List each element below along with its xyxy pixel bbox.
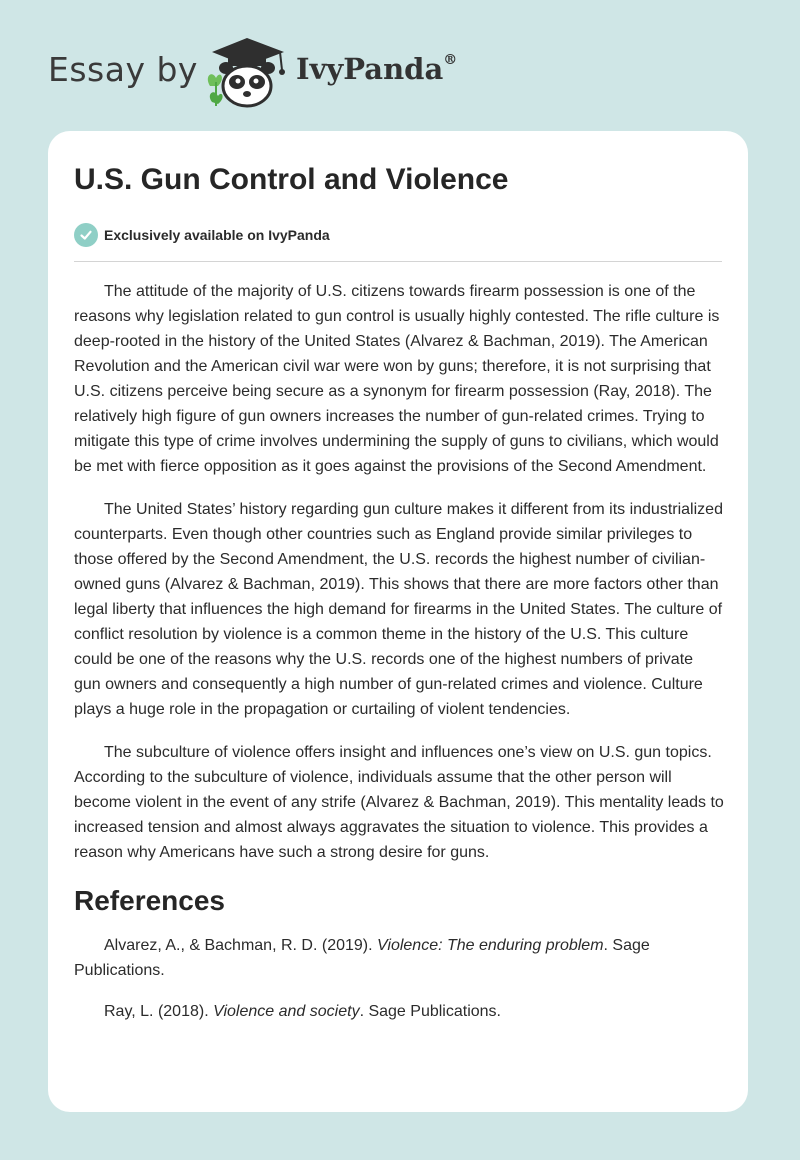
exclusive-badge-label: Exclusively available on IvyPanda bbox=[104, 227, 330, 243]
brand-name[interactable]: IvyPanda® bbox=[296, 52, 458, 86]
essay-body bbox=[74, 279, 724, 1040]
essay-card bbox=[48, 131, 748, 1112]
paragraph: The attitude of the majority of U.S. citizens towards firearm possession is one of the reasons why legislation related to gun control is usually highly contested. The rifle culture is deep-rooted in the history of the United States (Alvarez & Bachman, 2019). The American Revolution and the American civil war were won by guns; therefore, it is not surprising that U.S. citizens perceive being secure as a synonym for firearm possession (Ray, 2018). The relatively high figure of gun owners increases the number of gun-related crimes. Trying to mitigate this type of crime involves undermining the supply of guns to civilians, which would be met with fierce opposition as it goes against the provisions of the Second Amendment. bbox=[74, 283, 720, 475]
essay-by-label: Essay by bbox=[48, 50, 198, 89]
paragraph: The United States’ history regarding gun culture makes it different from its industrialized counterparts. Even though other countries such as England provide similar privileges to those offered by the Second Amendment, the U.S. records the highest number of civilian-owned guns (Alvarez & Bachman, 2019). This shows that there are more factors other than legal liberty that influences the high demand for firearms in the United States. The culture of conflict resolution by violence is a common theme in the history of the U.S. This culture could be one of the reasons why the U.S. records one of the highest numbers of private gun owners and consequently a high number of gun-related crimes and violence. Culture plays a huge role in the propagation or curtailing of violent tendencies. bbox=[74, 501, 723, 718]
references-heading: References bbox=[74, 885, 225, 916]
site-header bbox=[0, 0, 800, 130]
check-icon bbox=[74, 223, 98, 247]
paragraph: The subculture of violence offers insight and influences one’s view on U.S. gun topics. According to the subculture of violence, individuals assume that the other person will become violent in the event of any strife (Alvarez & Bachman, 2019). This mentality leads to increased tension and almost always aggravates the situation to violence. This provides a reason why Americans have such a strong desire for guns. bbox=[74, 744, 724, 861]
reference-item: Alvarez, A., & Bachman, R. D. (2019). Violence: The enduring problem. Sage Publications. bbox=[74, 937, 650, 979]
page-title: U.S. Gun Control and Violence bbox=[74, 163, 509, 196]
reference-item: Ray, L. (2018). Violence and society. Sage Publications. bbox=[104, 1003, 501, 1020]
divider bbox=[74, 261, 722, 262]
exclusive-badge bbox=[74, 223, 330, 247]
ivypanda-logo-icon[interactable] bbox=[202, 36, 292, 110]
